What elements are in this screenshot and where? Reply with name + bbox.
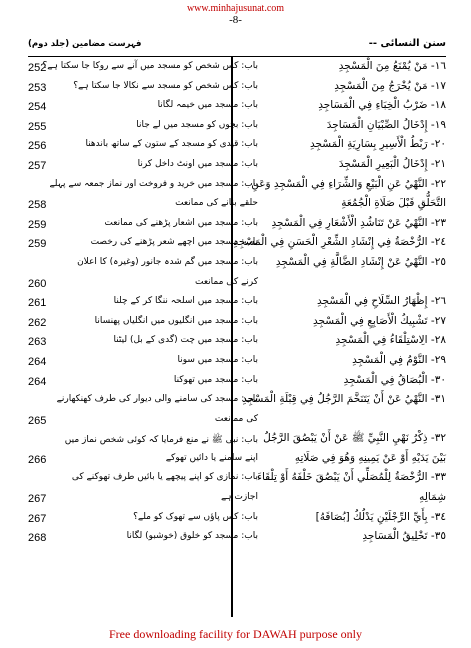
page-ref: 261 — [28, 297, 47, 310]
page-ref: 252 — [28, 62, 47, 74]
arabic-title: ٣٢- ذِكْرُ نَهْيِ النَّبِيِّ ﷺ عَنْ أَنْ يَبْصُقَ الرَّجُلُ — [263, 432, 446, 445]
page-ref: 265 — [28, 414, 47, 427]
list-item[interactable] — [28, 489, 446, 509]
arabic-title: بَيْنَ يَدَيْهِ أَوْ عَنْ يَمِينِهِ وَهُوَ فِي صَلَاتِهِ — [294, 451, 446, 464]
urdu-title: حلقے بنانے کی ممانعت — [175, 198, 258, 209]
arabic-title: ٣٣- الرُّخْصَةُ لِلْمُصَلِّي أَنْ يَبْصُقَ خَلْفَهُ أَوْ تِلْقَاءَ — [257, 471, 446, 484]
list-item[interactable] — [28, 372, 446, 392]
arabic-title: ٣٥- تَخْلِيقُ الْمَسَاجِدِ — [362, 530, 446, 543]
page-ref: 262 — [28, 316, 47, 329]
list-item[interactable] — [28, 352, 446, 372]
urdu-title: باب: کس شخص کو مسجد سے نکالا جا سکتا ہے؟ — [73, 80, 258, 91]
list-item[interactable] — [28, 430, 446, 450]
urdu-title: اجازت ہے — [220, 492, 258, 503]
list-item[interactable] — [28, 97, 446, 117]
arabic-title: ٢٣- النَّهْيُ عَنْ تَنَاشُدِ الْأَشْعَارِ فِي الْمَسْجِدِ — [271, 216, 446, 229]
urdu-title: باب: مسجد میں اشعار پڑھنے کی ممانعت — [104, 217, 258, 228]
list-item[interactable] — [28, 332, 446, 352]
footer-notice: Free downloading facility for DAWAH purpose only — [109, 627, 362, 641]
page-ref: 256 — [28, 140, 47, 153]
page-ref: 253 — [28, 81, 47, 94]
page-ref: 255 — [28, 120, 47, 133]
page-ref: 259 — [28, 238, 47, 251]
arabic-title: ٢١- إِدْخَالُ الْبَعِيرِ الْمَسْجِدَ — [338, 157, 446, 170]
arabic-title: شِمَالِهِ — [419, 491, 446, 504]
page-header — [28, 38, 446, 54]
urdu-title: باب: مسجد میں چت (گدی کے بل) لیٹنا — [113, 335, 258, 346]
arabic-title: ١٧- مَنْ يُخْرَجُ مِنَ الْمَسْجِدِ — [334, 79, 446, 92]
page-ref: 263 — [28, 336, 47, 349]
page-ref: 257 — [28, 159, 47, 172]
page-ref: 267 — [28, 512, 47, 525]
list-item[interactable] — [28, 450, 446, 470]
urdu-title: کرنے کی ممانعت — [195, 276, 258, 287]
list-item[interactable] — [28, 234, 446, 254]
arabic-title: ٢٩- النَّوْمُ فِي الْمَسْجِدِ — [352, 353, 446, 366]
list-item[interactable] — [28, 313, 446, 333]
arabic-title: ٣٤- بِأَيِّ الرِّجْلَيْنِ يَدْلُكُ [بُصَاقَهُ] — [315, 510, 446, 523]
urdu-title: باب: مسجد میں تھوکنا — [173, 374, 258, 385]
page-ref: 267 — [28, 493, 47, 506]
arabic-title: ٣١- النَّهْيُ عَنْ أَنْ يَتَنَخَّمَ الرَّجُلُ فِي قِبْلَةِ الْمَسْجِدِ — [242, 393, 446, 406]
arabic-title: ٢٠- رَبْطُ الْأَسِيرِ بِسَارِيَةِ الْمَسْجِدِ — [310, 138, 446, 151]
arabic-title: ١٦- مَنْ يُمْنَعُ مِنَ الْمَسْجِدِ — [338, 60, 446, 72]
urdu-title: باب: نبی ﷺ نے منع فرمایا کہ کوئی شخص نماز میں — [64, 435, 258, 446]
urdu-title: باب: کس شخص کو مسجد میں آنے سے روکا جا سکتا ہے؟ — [42, 61, 258, 71]
urdu-title: باب: مسجد میں سونا — [177, 354, 258, 365]
list-item[interactable] — [28, 215, 446, 235]
urdu-title: باب: مسجد میں خرید و فروخت اور نماز جمعہ سے پہلے — [49, 178, 258, 189]
urdu-title: باب: مسجد کی سامنے والی دیوار کی طرف کھنکھارنے — [56, 394, 258, 405]
list-item[interactable] — [28, 391, 446, 411]
urdu-title: باب: مسجد میں خیمہ لگانا — [157, 100, 258, 111]
arabic-title: التَّحَلُّقِ قَبْلَ صَلَاةِ الْجُمُعَةِ — [341, 197, 446, 210]
urdu-title: کی ممانعت — [214, 413, 258, 424]
header-contents-title: فہرست مضامین (جلد دوم) — [28, 39, 142, 49]
header-book-title: سنن النسائی -- — [368, 38, 446, 49]
list-item[interactable] — [28, 528, 446, 548]
urdu-title: باب: نمازی کو اپنے پیچھے یا بائیں طرف تھوکنے کی — [71, 472, 258, 483]
list-item[interactable] — [28, 78, 446, 98]
arabic-title: ٢٤- الرُّخْصَةُ فِي إِنْشَادِ الشِّعْرِ الْحَسَنِ فِي الْمَسْجِدِ — [233, 236, 446, 249]
list-item[interactable] — [28, 136, 446, 156]
urdu-title: اپنے سامنے یا دائیں تھوکے — [165, 452, 258, 463]
list-item[interactable] — [28, 254, 446, 274]
page-ref: 259 — [28, 218, 47, 231]
list-item[interactable] — [28, 274, 446, 294]
urdu-title: باب: مسجد میں اسلحہ ننگا کر کے چلنا — [113, 296, 258, 307]
list-item[interactable] — [28, 411, 446, 431]
page-ref: 264 — [28, 355, 47, 368]
arabic-title: ١٨- ضَرْبُ الْخِبَاءِ فِي الْمَسَاجِدِ — [318, 99, 446, 112]
urdu-title: باب: مسجد میں اچھے شعر پڑھنے کی رخصت — [90, 237, 258, 248]
arabic-title: ٢٦- إِظْهَارُ السِّلَاحِ فِي الْمَسْجِدِ — [317, 295, 446, 308]
urdu-title: باب: مسجد میں گم شدہ جانور (وغیرہ) کا اعلان — [77, 256, 258, 267]
urdu-title: باب: کس پاؤں سے تھوک کو ملے؟ — [133, 511, 258, 522]
site-url[interactable]: www.minhajusunat.com — [186, 3, 285, 14]
contents-list — [28, 58, 446, 548]
list-item[interactable] — [28, 195, 446, 215]
arabic-title: ٢٧- تَشْبِيكُ الْأَصَابِعِ فِي الْمَسْجِدِ — [312, 314, 446, 327]
arabic-title: ١٩- إِدْخَالُ الصِّبْيَانِ الْمَسَاجِدَ — [326, 118, 446, 131]
urdu-title: باب: مسجد کو خلوق (خوشبو) لگانا — [126, 531, 258, 542]
page-ref: 258 — [28, 199, 47, 212]
list-item[interactable] — [28, 293, 446, 313]
urdu-title: باب: قیدی کو مسجد کے ستون کے ساتھ باندھنا — [85, 139, 258, 150]
list-item[interactable] — [28, 176, 446, 196]
page-ref: 268 — [28, 532, 47, 545]
urdu-title: باب: مسجد میں اونٹ داخل کرنا — [137, 158, 258, 169]
arabic-title: ٢٥- النَّهْيُ عَنْ إِنْشَادِ الضَّالَّةِ فِي الْمَسْجِدِ — [275, 255, 446, 268]
page-ref: 260 — [28, 277, 47, 290]
list-item[interactable] — [28, 469, 446, 489]
urdu-title: باب: بچوں کو مسجد میں لے جانا — [136, 119, 258, 130]
list-item[interactable] — [28, 156, 446, 176]
list-item[interactable] — [28, 509, 446, 529]
page-ref: 264 — [28, 375, 47, 388]
arabic-title: ٢٢- النَّهْيُ عَنِ الْبَيْعِ وَالشِّرَاءِ فِي الْمَسْجِدِ وَعَنِ — [251, 177, 446, 190]
arabic-title: ٢٨- الِاسْتِلْقَاءُ فِي الْمَسْجِدِ — [335, 334, 446, 347]
list-item[interactable] — [28, 117, 446, 137]
list-item[interactable] — [28, 58, 446, 78]
header-divider — [28, 56, 446, 57]
arabic-title: ٣٠- الْبُصَاقُ فِي الْمَسْجِدِ — [343, 373, 446, 386]
urdu-title: باب: مسجد میں انگلیوں میں انگلیاں پھنسانا — [94, 315, 258, 326]
page-number: -8- — [229, 14, 242, 26]
page-ref: 266 — [28, 453, 47, 466]
page-ref: 254 — [28, 101, 47, 114]
